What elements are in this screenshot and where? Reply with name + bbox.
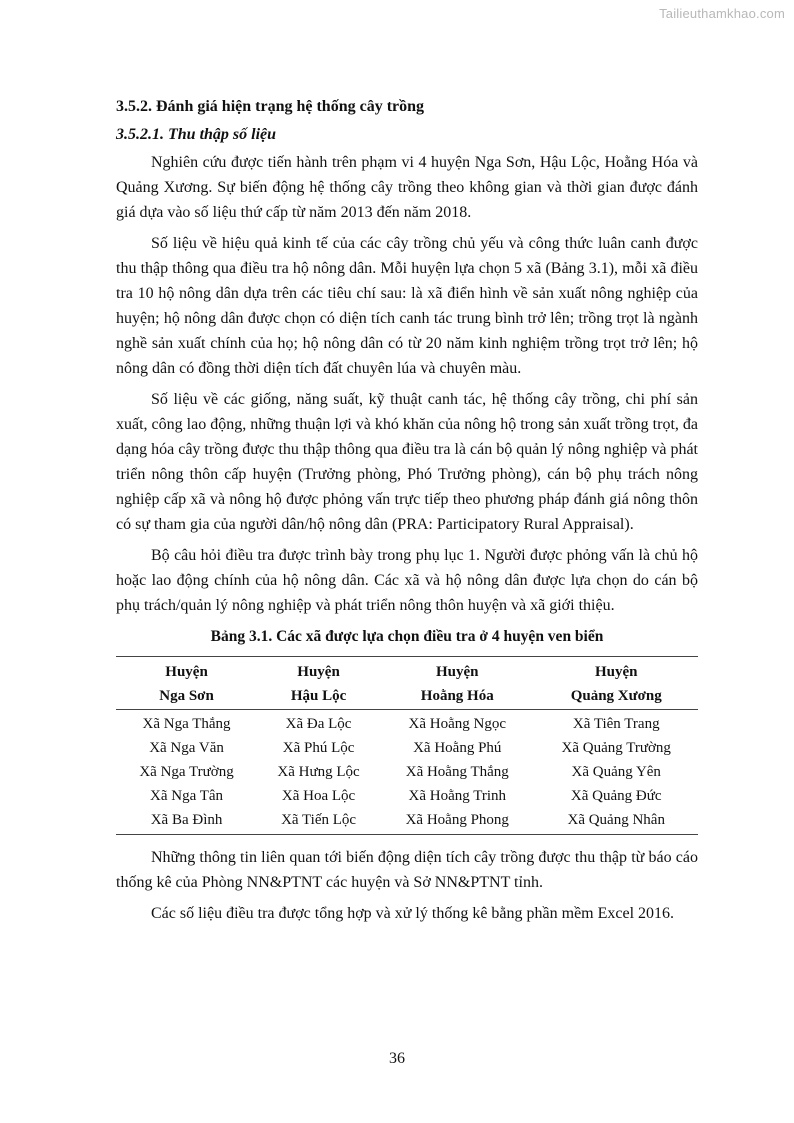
table-cell: Xã Quảng Đức (570, 788, 662, 804)
header-cell: Huyện (534, 657, 698, 685)
subsection-heading: 3.5.2.1. Thu thập số liệu (116, 126, 277, 143)
header-cell: Huyện (116, 657, 257, 685)
table-cell: Xã Quảng Nhân (534, 808, 698, 835)
header-cell: Quảng Xương (534, 684, 698, 710)
header-cell: Hoằng Hóa (380, 684, 534, 710)
paragraph: Bộ câu hỏi điều tra được trình bày trong phụ lục 1. Người được phỏng vấn là chủ hộ hoặc lao động chính của hộ nông dân. Các xã và hộ nông dân được lựa chọn do cán bộ phụ trách/quản lý nông nghiệp và phát triển nông thôn huyện và xã giới thiệu. (116, 547, 698, 614)
table-row (116, 784, 698, 808)
page-number: 36 (389, 1050, 405, 1067)
table-cell: Xã Đa Lộc (285, 716, 352, 732)
header-cell: Hậu Lộc (257, 684, 380, 710)
table-header-row (116, 657, 698, 685)
table-cell: Xã Quảng Trường (561, 740, 671, 756)
table-row (116, 736, 698, 760)
paragraph: Những thông tin liên quan tới biến động diện tích cây trồng được thu thập từ báo cáo thống kê của Phòng NN&PTNT các huyện và Sở NN&PTNT tỉnh. (116, 849, 698, 891)
table-cell: Xã Hoằng Trinh (408, 788, 507, 804)
paragraph: Nghiên cứu được tiến hành trên phạm vi 4 huyện Nga Sơn, Hậu Lộc, Hoằng Hóa và Quảng Xương. Sự biến động hệ thống cây trồng theo không gian và thời gian được đánh giá dựa vào số liệu thứ cấp từ năm 2013 đến năm 2018. (116, 154, 698, 221)
header-cell: Huyện (257, 657, 380, 685)
table-cell: Xã Quảng Yên (571, 764, 661, 780)
table-row (116, 808, 698, 835)
table-row (116, 760, 698, 784)
table-cell: Xã Nga Tân (150, 788, 224, 804)
table-cell: Xã Nga Văn (149, 740, 224, 756)
header-cell: Huyện (380, 657, 534, 685)
page-content (116, 96, 698, 932)
table-cell: Xã Tiên Trang (572, 716, 660, 732)
communes-table (116, 656, 698, 835)
header-cell: Nga Sơn (116, 684, 257, 710)
table-cell: Xã Nga Thắng (142, 716, 231, 732)
table-cell: Xã Hoằng Phú (413, 740, 502, 756)
table-row (116, 710, 698, 737)
table-caption: Bảng 3.1. Các xã được lựa chọn điều tra ở 4 huyện ven biển (210, 628, 604, 645)
paragraph: Số liệu về hiệu quả kinh tế của các cây trồng chủ yếu và công thức luân canh được thu thập thông qua điều tra hộ nông dân. Mỗi huyện lựa chọn 5 xã (Bảng 3.1), mỗi xã điều tra 10 hộ nông dân dựa trên các tiêu chí sau: là xã điển hình về sản xuất nông nghiệp của huyện; hộ nông dân được chọn có diện tích canh tác trung bình trở lên; trồng trọt là ngành nghề sản xuất chính của họ; hộ nông dân có từ 20 năm kinh nghiệm trồng trọt trở lên; hộ nông dân có đồng thời diện tích đất chuyên lúa và chuyên màu. (116, 235, 698, 377)
table-cell: Xã Hoằng Thắng (405, 764, 509, 780)
table-cell: Xã Hoa Lộc (281, 788, 356, 804)
table-cell: Xã Hưng Lộc (277, 764, 360, 780)
paragraph: Số liệu về các giống, năng suất, kỹ thuật canh tác, hệ thống cây trồng, chi phí sản xuất, công lao động, những thuận lợi và khó khăn của nông hộ trong sản xuất trồng trọt, đa dạng hóa cây trồng được thu thập thông qua điều tra là cán bộ quản lý nông nghiệp và phát triển nông thôn cấp huyện (Trưởng phòng, Phó Trưởng phòng), cán bộ phụ trách nông nghiệp cấp xã và nông hộ được phỏng vấn trực tiếp theo phương pháp đánh giá nông thôn có sự tham gia của người dân/hộ nông dân (PRA: Participatory Rural Appraisal). (116, 391, 698, 533)
table-cell: Xã Tiến Lộc (257, 808, 380, 835)
table-header-row (116, 684, 698, 710)
table-cell: Xã Phú Lộc (282, 740, 355, 756)
watermark: Tailieuthamkhao.com (659, 6, 785, 21)
table-cell: Xã Nga Trường (139, 764, 234, 780)
paragraph: Các số liệu điều tra được tổng hợp và xử lý thống kê bằng phần mềm Excel 2016. (151, 905, 675, 922)
table-cell: Xã Hoằng Ngọc (408, 716, 506, 732)
section-heading: 3.5.2. Đánh giá hiện trạng hệ thống cây trồng (116, 98, 425, 115)
table-cell: Xã Ba Đình (116, 808, 257, 835)
table-cell: Xã Hoằng Phong (380, 808, 534, 835)
